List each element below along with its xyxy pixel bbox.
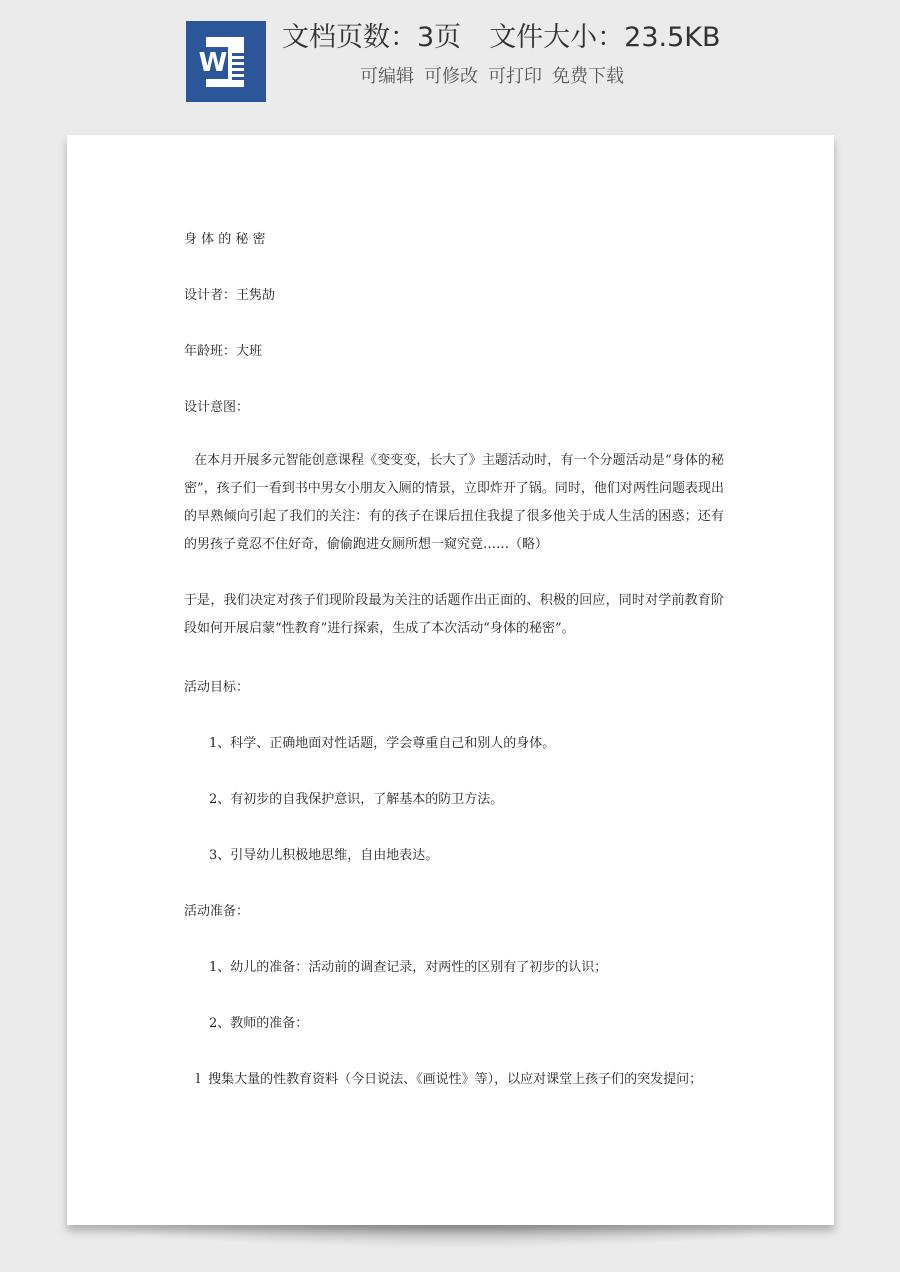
feature-free-download: 免费下载 <box>552 66 624 87</box>
goal-item: 3、引导幼儿积极地思维，自由地表达。 <box>209 848 439 863</box>
intent-paragraph-1: 在本月开展多元智能创意课程《变变变，长大了》主题活动时，有一个分题活动是“身体的秘密”，孩子们一看到书中男女小朋友入厕的情景，立即炸开了锅。同时，他们对两性问题表现出的早熟倾向引起了我们的关注：有的孩子在课后扭住我提了很多他关于成人生活的困惑；还有的男孩子竟忍不住好奇，偷偷跑进女厕所想一窥究竟……（略） <box>184 453 724 552</box>
prep-item: 1、幼儿的准备：活动前的调查记录，对两性的区别有了初步的认识； <box>209 960 608 975</box>
bullet-item-text: 搜集大量的性教育资料（今日说法、《画说性》等），以应对课堂上孩子们的突发提问； <box>208 1072 703 1087</box>
goal-item: 1、科学、正确地面对性话题，学会尊重自己和别人的身体。 <box>209 736 556 751</box>
word-icon-line <box>232 71 256 74</box>
download-header <box>0 0 900 120</box>
prep-item: 2、教师的准备： <box>209 1016 309 1031</box>
prep-heading: 活动准备： <box>184 904 250 919</box>
file-size: 文件大小：23.5KB <box>489 22 721 53</box>
page-count: 文档页数：3页 <box>282 22 462 53</box>
word-icon-line <box>232 77 256 80</box>
word-icon-line <box>232 59 256 62</box>
paper-shadow <box>80 1222 825 1248</box>
word-icon-letter: W <box>198 48 228 78</box>
word-icon-line <box>232 53 256 56</box>
document-title: 身 体 的 秘 密 <box>184 232 266 247</box>
feature-modifiable: 可修改 <box>424 66 478 87</box>
bullet-list-item <box>196 1070 702 1090</box>
feature-list <box>360 62 624 92</box>
intent-heading: 设计意图： <box>184 400 250 415</box>
goal-item: 2、有初步的自我保护意识，了解基本的防卫方法。 <box>209 792 504 807</box>
designer-line: 设计者：王隽劼 <box>184 288 276 303</box>
goals-heading: 活动目标： <box>184 680 250 695</box>
intent-paragraph-2: 于是，我们决定对孩子们现阶段最为关注的话题作出正面的、积极的回应，同时对学前教育阶段如何开展启蒙“性教育”进行探索，生成了本次活动“身体的秘密”。 <box>184 593 724 636</box>
age-class-line: 年龄班：大班 <box>184 344 263 359</box>
document-page <box>67 135 834 1225</box>
word-document-icon <box>186 21 266 102</box>
bullet-mark: l <box>196 1072 201 1087</box>
feature-editable: 可编辑 <box>360 66 414 87</box>
word-icon-line <box>232 65 256 68</box>
document-info <box>282 18 721 58</box>
feature-printable: 可打印 <box>488 66 542 87</box>
